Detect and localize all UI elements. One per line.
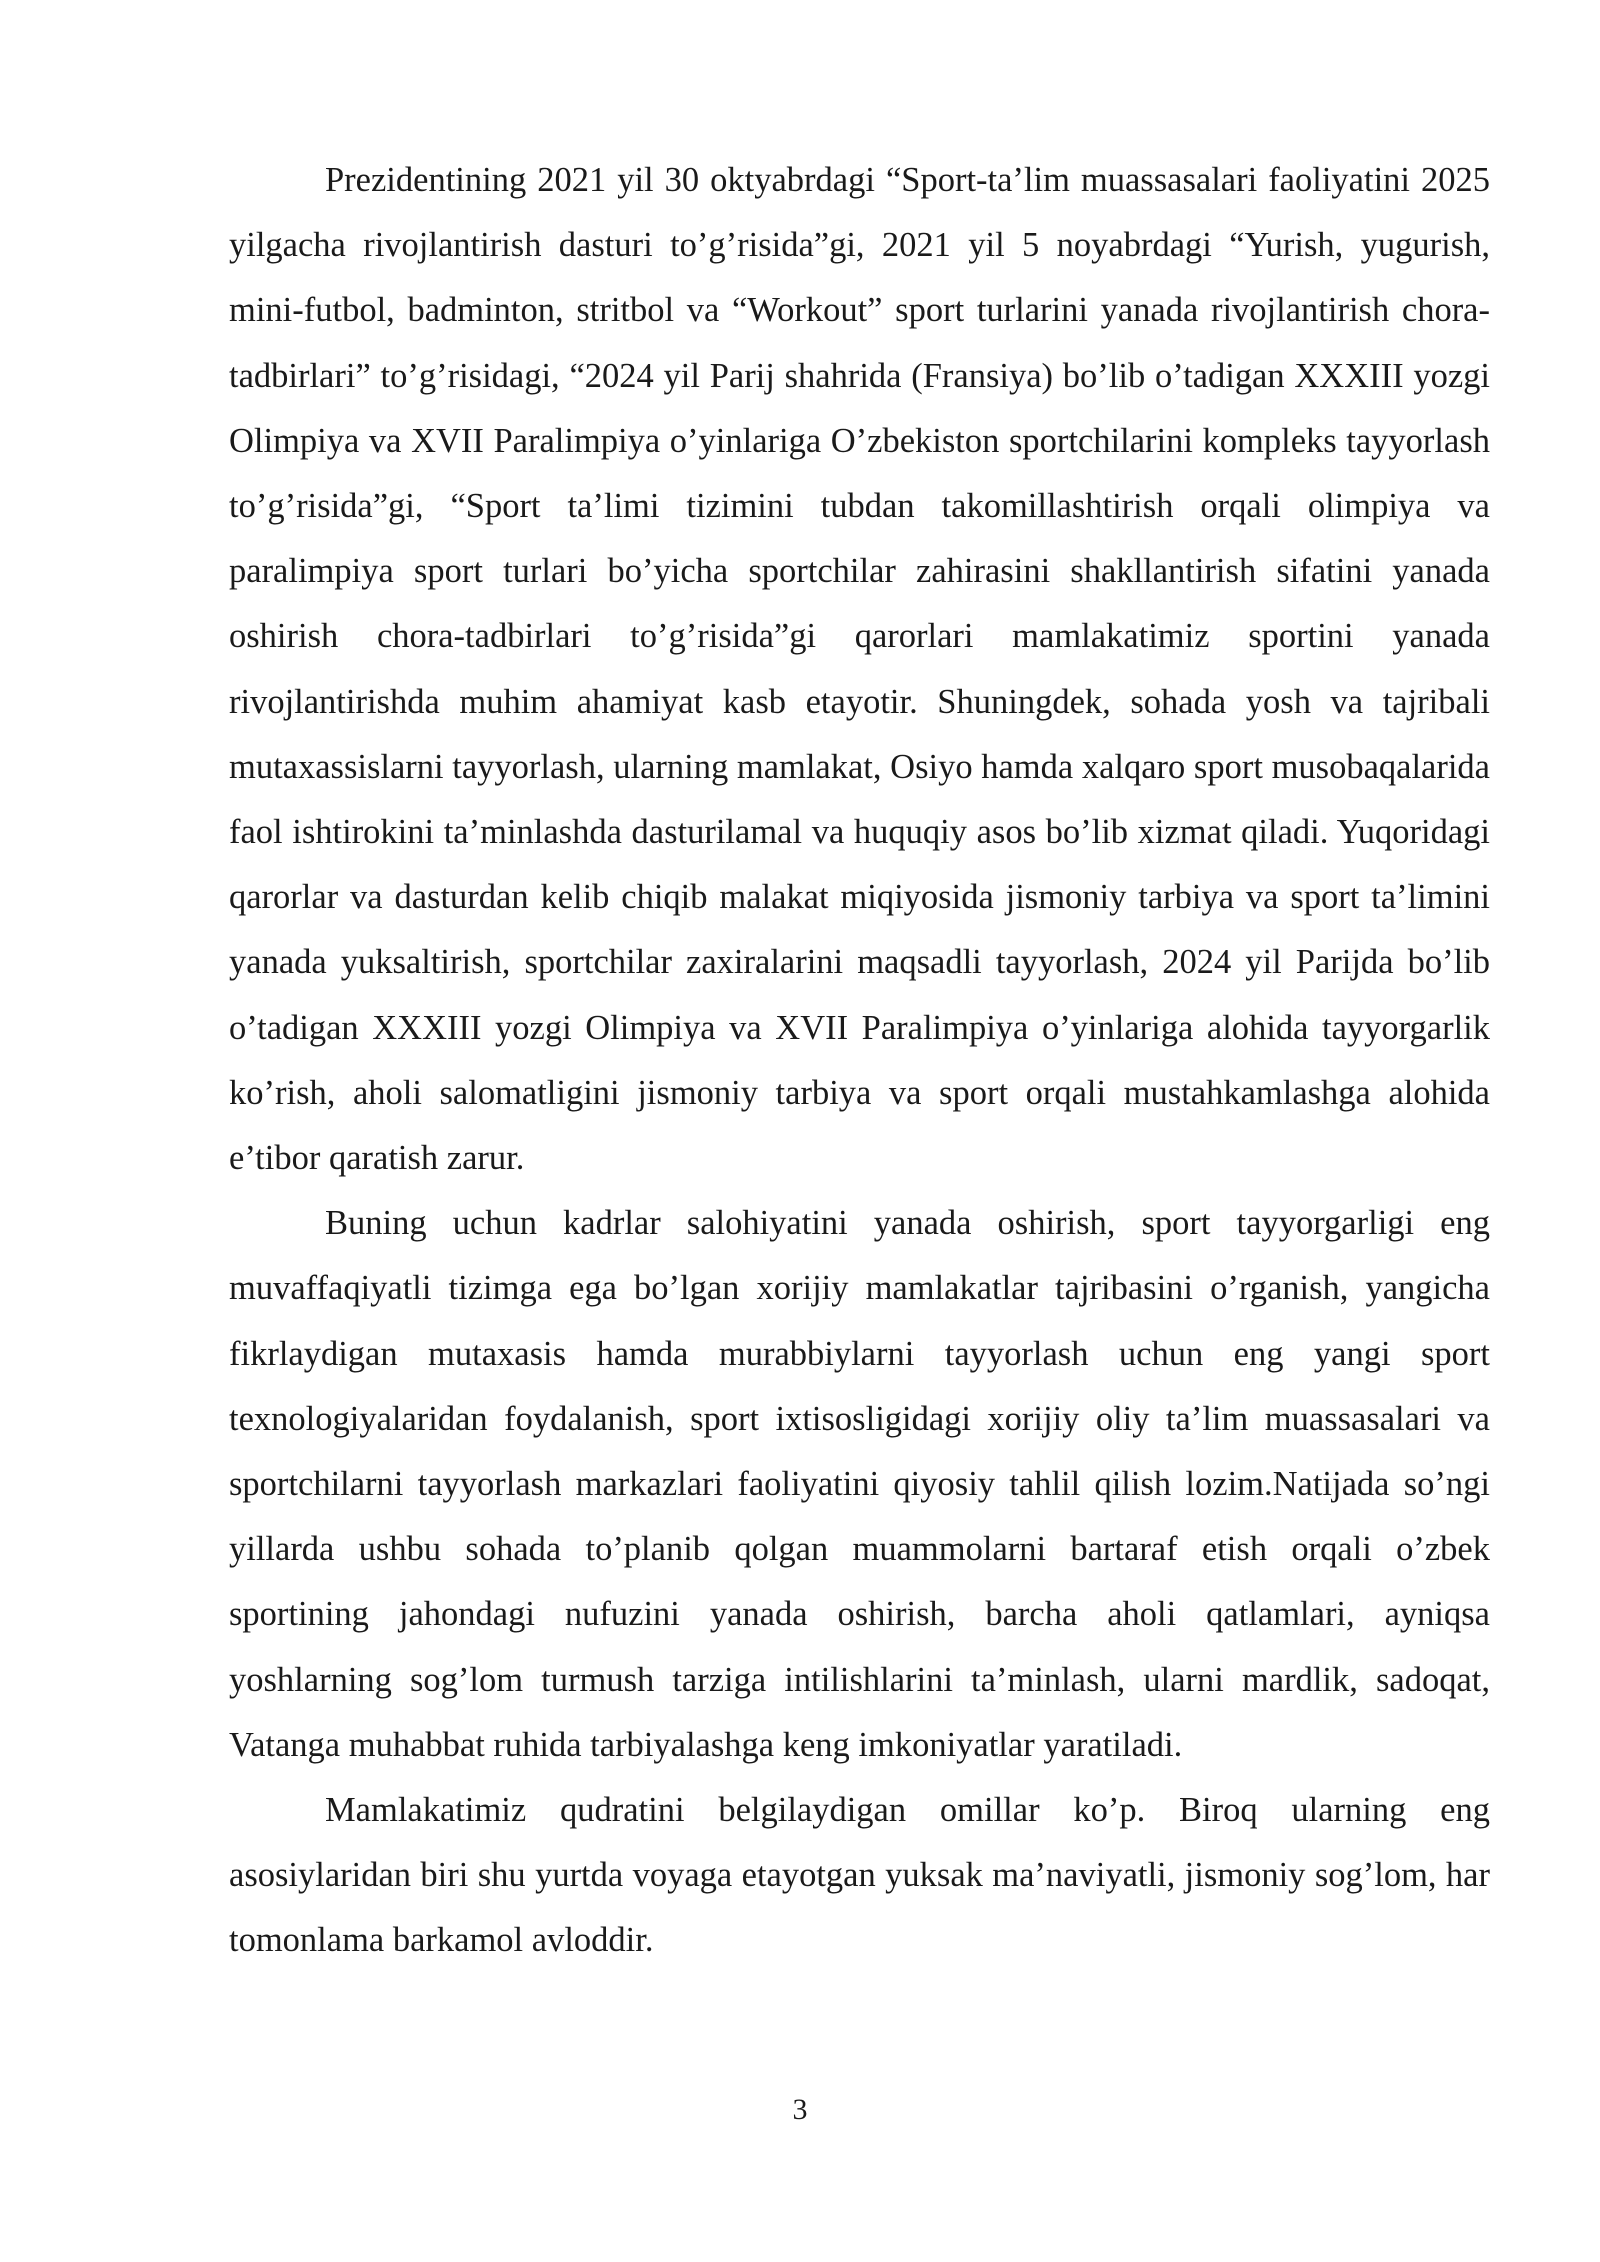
paragraph-1: Prezidentining 2021 yil 30 oktyabrdagi “Sport-ta’lim muassasalari faoliyatini 2025 yilgacha rivojlantirish dasturi to’g’risida”gi, 2021 yil 5 noyabrdagi “Yurish, yugurish, mini-futbol, badminton, stritbol va “Workout” sport turlarini yanada rivojlantirish chora-tadbirlari” to’g’risidagi, “2024 yil Parij shahrida (Fransiya) bo’lib o’tadigan XXXIII yozgi Olimpiya va XVII Paralimpiya o’yinlariga O’zbekiston sportchilarini kompleks tayyorlash to’g’risida”gi, “Sport ta’limi tizimini tubdan takomillashtirish orqali olimpiya va paralimpiya sport turlari bo’yicha sportchilar zahirasini shakllantirish sifatini yanada oshirish chora-tadbirlari to’g’risida”gi qarorlari mamlakatimiz sportini yanada rivojlantirishda muhim ahamiyat kasb etayotir. Shuningdek, sohada yosh va tajribali mutaxassislarni tayyorlash, ularning mamlakat, Osiyo hamda xalqaro sport musobaqalarida faol ishtirokini ta’minlashda dasturilamal va huquqiy asos bo’lib xizmat qiladi. Yuqoridagi qarorlar va dasturdan kelib chiqib malakat miqiyosida jismoniy tarbiya va sport ta’limini yanada yuksaltirish, sportchilar zaxiralarini maqsadli tayyorlash, 2024 yil Parijda bo’lib o’tadigan XXXIII yozgi Olimpiya va XVII Paralimpiya o’yinlariga alohida tayyorgarlik ko’rish, aholi salomatligini jismoniy tarbiya va sport orqali mustahkamlashga alohida e’tibor qaratish zarur. [229,161,1490,1178]
page-number: 3 [792,2093,808,2126]
paragraph-2: Buning uchun kadrlar salohiyatini yanada oshirish, sport tayyorgarligi eng muvaffaqiyatli tizimga ega bo’lgan xorijiy mamlakatlar tajribasini o’rganish, yangicha fikrlaydigan mutaxasis hamda murabbiylarni tayyorlash uchun eng yangi sport texnologiyalaridan foydalanish, sport ixtisosligidagi xorijiy oliy ta’lim muassasalari va sportchilarni tayyorlash markazlari faoliyatini qiyosiy tahlil qilish lozim.Natijada so’ngi yillarda ushbu sohada to’planib qolgan muammolarni bartaraf etish orqali o’zbek sportining jahondagi nufuzini yanada oshirish, barcha aholi qatlamlari, ayniqsa yoshlarning sog’lom turmush tarziga intilishlarini ta’minlash, ularni mardlik, sadoqat, Vatanga muhabbat ruhida tarbiyalashga keng imkoniyatlar yaratiladi. [229,1204,1490,1764]
paragraph-3: Mamlakatimiz qudratini belgilaydigan omillar ko’p. Biroq ularning eng asosiylaridan biri shu yurtda voyaga etayotgan yuksak ma’naviyatli, jismoniy sog’lom, har tomonlama barkamol avloddir. [229,1791,1490,1960]
body-text [229,148,1490,1974]
